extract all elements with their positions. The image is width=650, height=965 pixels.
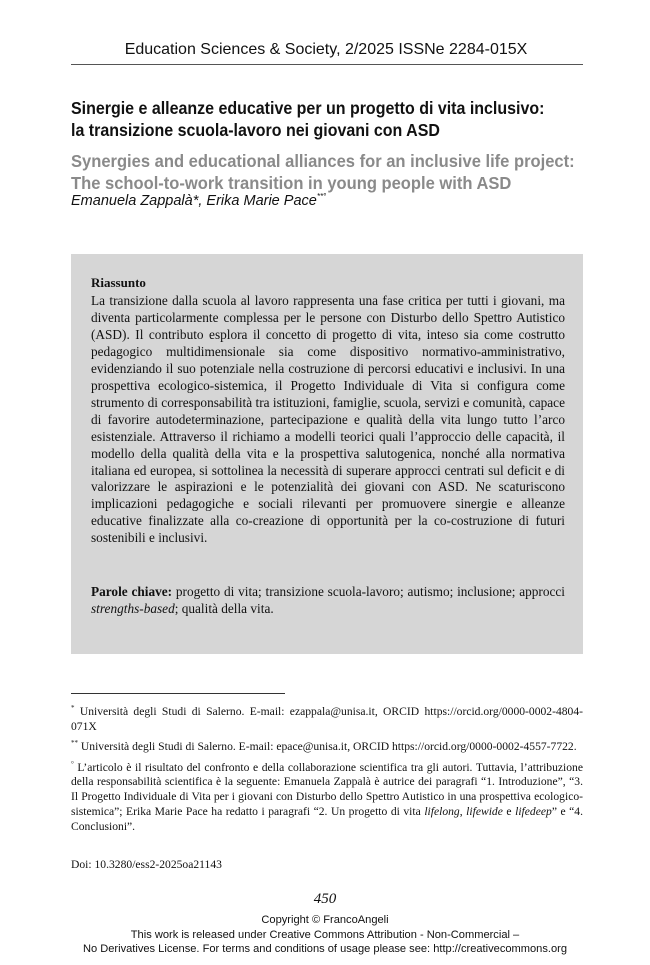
title-italian-line2: la transizione scuola-lavoro nei giovani con ASD	[71, 120, 440, 140]
keywords-text-2: ; qualità della vita.	[174, 601, 274, 616]
title-english-line1: Synergies and educational alliances for an inclusive life project:	[71, 151, 575, 171]
author-list	[71, 192, 326, 209]
footnote-1	[71, 701, 583, 734]
footnote-3-em-lifelong: lifelong	[424, 804, 460, 818]
title-italian-line1: Sinergie e alleanze educative per un progetto di vita inclusivo:	[71, 98, 545, 118]
footnote-3-text-b: ” e “4. Conclusioni”.	[71, 804, 584, 833]
keywords-emphasis: strengths-based	[91, 601, 175, 616]
title-italian	[71, 97, 555, 141]
abstract-heading: Riassunto	[91, 275, 146, 290]
author-names: Emanuela Zappalà*, Erika Marie Pace	[71, 192, 317, 209]
header-rule	[71, 64, 583, 65]
footnote-3-sep-1: ,	[459, 804, 467, 818]
copyright-line-1: Copyright © FrancoAngeli	[261, 914, 389, 926]
footnote-3-em-lifewide: lifewide	[466, 804, 503, 818]
footnote-2	[71, 736, 583, 755]
keywords	[91, 583, 565, 617]
doi: Doi: 10.3280/ess2-2025oa21143	[71, 858, 222, 871]
keywords-label: Parole chiave:	[91, 584, 173, 599]
copyright-line-2: This work is released under Creative Commons Attribution - Non-Commercial –	[130, 928, 520, 941]
footnote-2-text: Università degli Studi di Salerno. E-mail: epace@unisa.it, ORCID https://orcid.org/0000-0002-4557-7722.	[78, 740, 577, 754]
page-number: 450	[313, 891, 337, 907]
keywords-text-1: progetto di vita; transizione scuola-lavoro; autismo; inclusione; approcci	[172, 584, 566, 599]
footnote-3-text-a: L’articolo è il risultato del confronto e della collaborazione scientifica tra gli autori. Tuttavia, l’attribuzione della responsabilità scientifica è la seguente: Emanuela Zappalà è autrice dei paragrafi “1. Introduzione”, “3. Il Progetto Individuale di Vita per i giovani con Disturbo dello Spettro Autistico in una prospettiva ecologico-sistemica”; Erika Marie Pace ha redatto i paragrafi “2. Un progetto di vita	[71, 760, 583, 818]
footnote-1-mark: *	[71, 704, 75, 712]
title-english	[71, 150, 592, 194]
footnote-1-text: Università degli Studi di Salerno. E-mail: ezappala@unisa.it, ORCID https://orcid.org/0000-0002-4804-071X	[71, 704, 583, 733]
footnotes	[71, 701, 583, 836]
abstract-text: La transizione dalla scuola al lavoro rappresenta una fase critica per tutti i giovani, ma diventa particolarmente complessa per le persone con Disturbo dello Spettro Autistico (ASD). Il contributo esplora il concetto di progetto di vita, inteso sia come costrutto pedagogico multidimensionale sia come dispositivo normativo-amministrativo, evidenziando il suo potenziale nella costruzione di percorsi educativi e inclusivi. In una prospettiva ecologico-sistemica, il Progetto Individuale di Vita si configura come strumento di corresponsabilità tra istituzioni, famiglie, scuola, servizi e comunità, capace di favorire autodeterminazione, partecipazione e qualità della vita lungo tutto l’arco esistenziale. Attraverso il richiamo a modelli teorici quali l’approccio delle capacità, il modello della qualità della vita e la prospettiva salutogenica, nonché alla normativa italiana ed europea, si sottolinea la necessità di superare approcci centrati sul deficit e di valorizzare le aspirazioni e le potenzialità dei giovani con ASD. Ne scaturiscono implicazioni pedagogiche e sociali rilevanti per promuovere sinergie e alleanze educative finalizzate alla co-creazione di opportunità per la co-costruzione di futuri sostenibili e inclusivi.	[91, 293, 565, 546]
footnote-3	[71, 757, 583, 834]
author-marks: **°	[316, 192, 327, 201]
copyright-notice	[0, 913, 650, 957]
footnote-3-em-lifedeep: lifedeep	[515, 804, 552, 818]
copyright-line-3: No Derivatives License. For terms and conditions of usage please see: http://creativecommons.org	[82, 943, 568, 955]
footnote-rule	[71, 693, 285, 694]
footnote-2-mark: **	[71, 739, 78, 748]
footnote-3-mark: °	[71, 759, 74, 768]
title-english-line2: The school-to-work transition in young people with ASD	[71, 173, 512, 193]
footnote-3-sep-2: e	[502, 804, 516, 818]
journal-header: Education Sciences & Society, 2/2025 ISSNe 2284-015X	[124, 41, 528, 58]
